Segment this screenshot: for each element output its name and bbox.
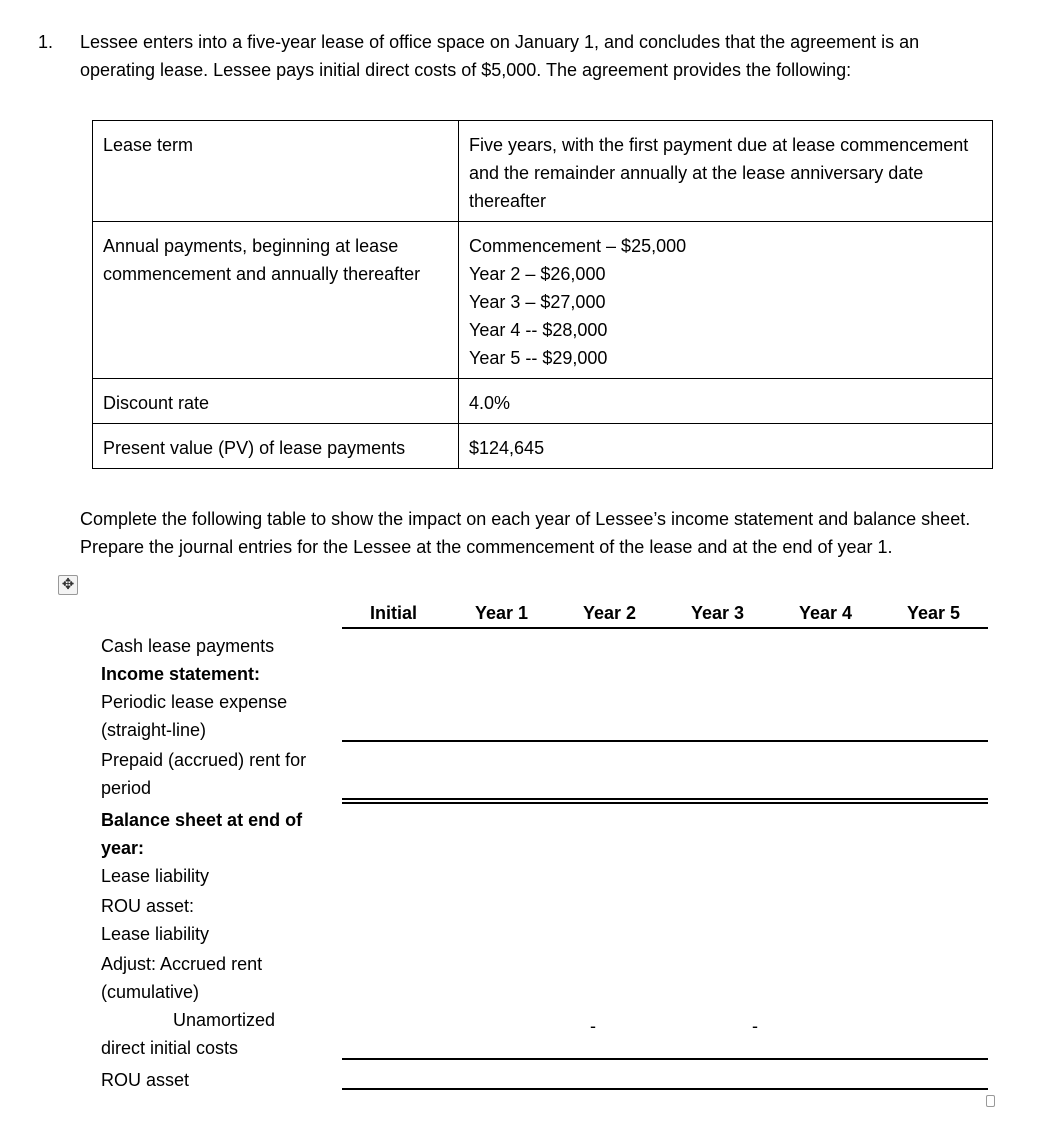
- row-label: (cumulative): [101, 982, 200, 1002]
- term-label: Annual payments, beginning at lease commencement and annually thereafter: [93, 222, 459, 379]
- payment-line: Year 3 – $27,000: [469, 292, 606, 312]
- table-move-handle-icon[interactable]: ✥: [58, 575, 78, 595]
- row-label: Unamortized: [173, 1010, 276, 1030]
- row-label: ROU asset:: [101, 896, 195, 916]
- header-year-4: Year 4: [799, 603, 853, 623]
- row-label: direct initial costs: [101, 1038, 239, 1058]
- rule-line: [342, 1088, 988, 1090]
- payment-line: Commencement – $25,000: [469, 236, 687, 256]
- row-label: Adjust: Accrued rent: [101, 954, 263, 974]
- dash-cell: -: [590, 1016, 596, 1036]
- question-number: 1.: [38, 32, 54, 52]
- dash-cell: -: [752, 1016, 758, 1036]
- double-rule-top: [342, 798, 988, 800]
- row-label: Periodic lease expense: [101, 692, 288, 712]
- term-value: 4.0%: [459, 379, 993, 424]
- section-label: Balance sheet at end of: [101, 810, 303, 830]
- term-label: Lease term: [93, 121, 459, 222]
- rule-line: [342, 740, 988, 742]
- payment-line: Year 5 -- $29,000: [469, 348, 608, 368]
- header-underline: [342, 627, 988, 629]
- header-initial: Initial: [370, 603, 418, 623]
- double-rule-bottom: [342, 802, 988, 804]
- table-row: [93, 222, 993, 379]
- row-label: period: [101, 778, 152, 798]
- table-row: [93, 379, 993, 424]
- row-label: Cash lease payments: [101, 636, 275, 656]
- instructions: Complete the following table to show the impact on each year of Lessee’s income statement and balance sheet. Prepare the journal entries for the Lessee at the commencement of the lease and at the end of year 1.: [80, 509, 971, 557]
- section-label: Income statement:: [101, 664, 261, 684]
- term-value: [459, 222, 993, 379]
- header-year-1: Year 1: [475, 603, 529, 623]
- section-label: year:: [101, 838, 145, 858]
- row-label: Prepaid (accrued) rent for: [101, 750, 307, 770]
- row-label: Lease liability: [101, 866, 210, 886]
- question-intro: Lessee enters into a five-year lease of office space on January 1, and concludes that the agreement is an operating lease. Lessee pays initial direct costs of $5,000. The agreement provides the following:: [80, 32, 920, 80]
- payment-line: Year 4 -- $28,000: [469, 320, 608, 340]
- term-label: Discount rate: [93, 379, 459, 424]
- row-label: (straight-line): [101, 720, 207, 740]
- table-resize-handle-icon[interactable]: [986, 1095, 995, 1107]
- payment-line: Year 2 – $26,000: [469, 264, 606, 284]
- header-year-3: Year 3: [691, 603, 745, 623]
- term-value: Five years, with the first payment due at lease commencement and the remainder annually at the lease anniversary date thereafter: [459, 121, 993, 222]
- term-value: $124,645: [459, 424, 993, 469]
- table-row: [93, 424, 993, 469]
- header-year-2: Year 2: [583, 603, 637, 623]
- term-label: Present value (PV) of lease payments: [93, 424, 459, 469]
- row-label: Lease liability: [101, 924, 210, 944]
- lease-terms-table: [92, 120, 993, 469]
- table-row: [93, 121, 993, 222]
- rule-line: [342, 1058, 988, 1060]
- row-label: ROU asset: [101, 1070, 190, 1090]
- header-year-5: Year 5: [907, 603, 961, 623]
